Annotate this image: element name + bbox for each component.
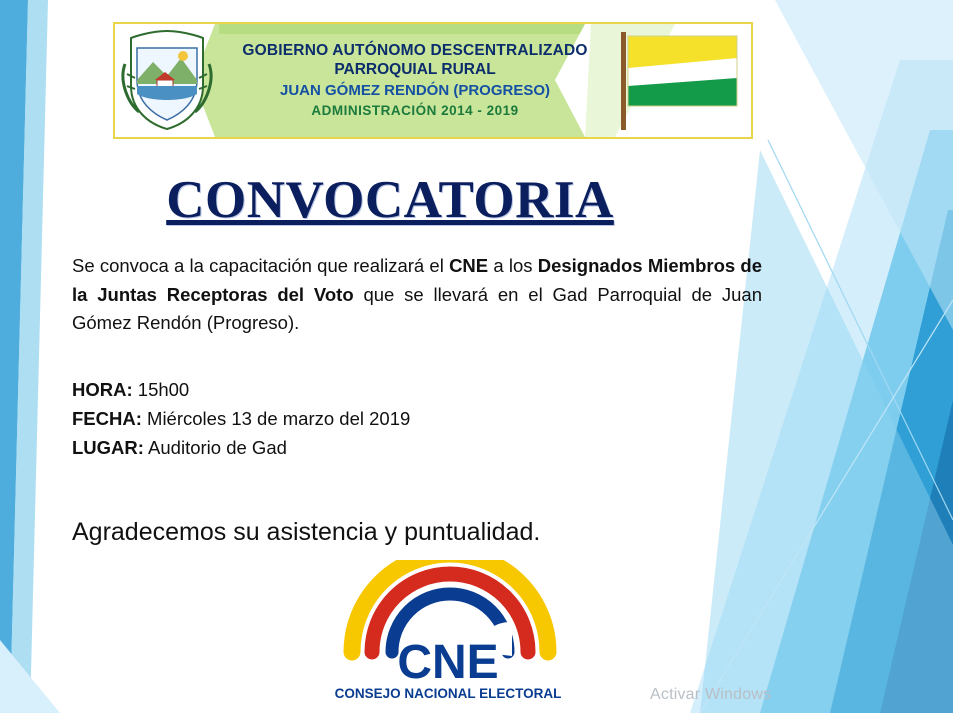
detail-row-hora	[72, 375, 762, 404]
detail-label-hora: HORA:	[72, 379, 133, 400]
convocation-paragraph	[72, 252, 762, 338]
page-title: CONVOCATORIA	[166, 171, 614, 229]
banner-line-2: PARROQUIAL RURAL	[334, 61, 496, 79]
cne-acronym-text: CNE	[397, 636, 499, 689]
paragraph-part-1: Se convoca a la capacitación que realizará el	[72, 255, 450, 276]
banner-line-4: ADMINISTRACIÓN 2014 - 2019	[311, 103, 519, 119]
parish-flag-icon	[615, 28, 745, 133]
paragraph-part-2: a los	[488, 255, 538, 276]
event-details	[72, 375, 762, 463]
coat-of-arms-svg	[119, 28, 215, 133]
detail-value-lugar: Auditorio de Gad	[143, 437, 287, 459]
banner-inner	[115, 24, 751, 137]
activate-windows-watermark: Activar Windows	[650, 686, 772, 703]
cne-subtitle-text: CONSEJO NACIONAL ELECTORAL	[334, 686, 562, 701]
cne-rainbow-logo-icon	[330, 560, 570, 705]
coat-of-arms-icon	[119, 28, 215, 133]
paragraph-part-3: que se llevará en el Gad Parroquial de Juan Gómez Rendón (Progreso).	[72, 283, 763, 334]
banner-line-1: GOBIERNO AUTÓNOMO DESCENTRALIZADO	[242, 41, 588, 59]
header-banner	[113, 22, 753, 139]
detail-value-fecha: Miércoles 13 de marzo del 2019	[141, 408, 411, 430]
closing-message: Agradecemos su asistencia y puntualidad.	[72, 518, 541, 546]
paragraph-strong-members: Designados Miembros de la Juntas Receptoras del Voto	[72, 255, 763, 305]
detail-row-lugar	[72, 433, 762, 462]
detail-row-fecha	[72, 404, 762, 433]
paragraph-strong-cne: CNE	[449, 255, 489, 276]
detail-label-fecha: FECHA:	[72, 408, 142, 430]
parish-flag-svg	[615, 28, 745, 133]
detail-value-hora: 15h00	[132, 379, 190, 400]
banner-line-3: JUAN GÓMEZ RENDÓN (PROGRESO)	[279, 81, 550, 99]
cne-logo-svg	[330, 560, 570, 705]
detail-label-lugar: LUGAR:	[72, 437, 144, 459]
banner-text-block	[215, 41, 615, 120]
